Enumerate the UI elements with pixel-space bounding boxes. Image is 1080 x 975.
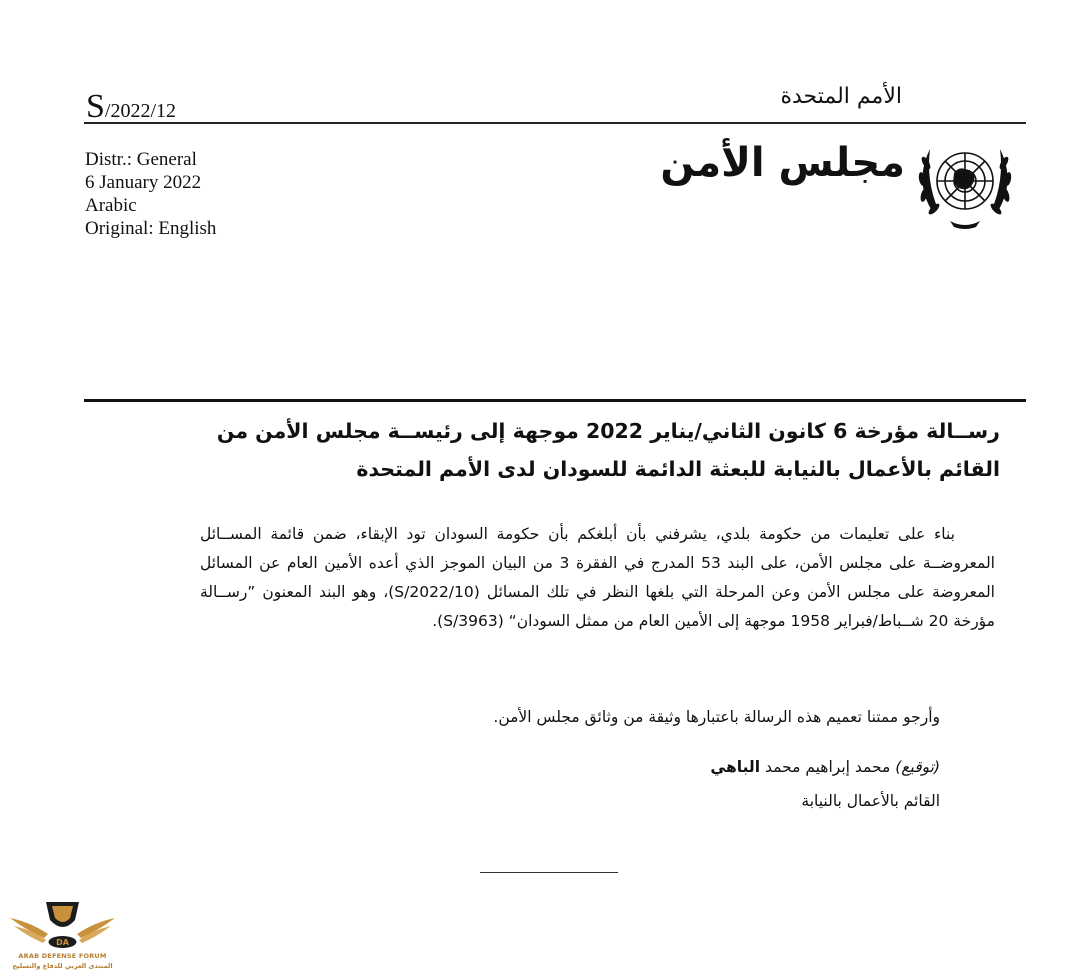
- forum-watermark: [0, 896, 125, 975]
- watermark-name: ARAB DEFENSE FORUM: [18, 952, 107, 960]
- header-divider: [84, 122, 1026, 124]
- signatory-role: القائم بالأعمال بالنيابة: [801, 792, 940, 810]
- organization-name: الأمم المتحدة: [780, 84, 902, 109]
- symbol-prefix: S: [86, 88, 105, 125]
- signature-label: (توقيع): [895, 758, 940, 776]
- date-line: 6 January 2022: [85, 172, 202, 193]
- letter-body: [200, 520, 995, 636]
- signature-line: [710, 758, 940, 776]
- body-paragraph: بناء على تعليمات من حكومة بلدي، يشرفني بأن أبلغكم بأن حكومة السودان تود الإبقاء، ضمن قائمة المســائل المعروضــة على مجلس الأمن، على البند 53 المدرج في الفقرة 3 من البيان الموجز الذي أعده الأمين العام عن المسائل المعروضة على مجلس الأمن وعن المرحلة التي بلغها النظر في تلك المسائل (S/2022/10)، وهو البند المعنون ”رســالة مؤرخة 20 شــباط/فبراير 1958 موجهة إلى الأمين العام من ممثل السودان“ (S/3963).: [200, 525, 995, 630]
- title-divider: [84, 399, 1026, 402]
- letter-title: رســالة مؤرخة 6 كانون الثاني/يناير 2022 موجهة إلى رئيســة مجلس الأمن من القائم بالأعمال بالنيابة للبعثة الدائمة للسودان لدى الأمم المتحدة: [216, 419, 1000, 481]
- un-emblem-icon: [910, 133, 1020, 233]
- council-name: مجلس الأمن: [660, 140, 905, 186]
- original-line: Original: English: [85, 218, 217, 239]
- distribution-block: [85, 148, 216, 240]
- distr-line: Distr.: General: [85, 149, 197, 170]
- watermark-subtitle: المنتدى العربي للدفاع والتسليح: [12, 962, 113, 970]
- signature-name: محمد إبراهيم محمد: [764, 758, 891, 776]
- signature-surname: الباهي: [710, 758, 761, 776]
- symbol-number: /2022/12: [104, 100, 177, 122]
- document-symbol: [86, 88, 176, 126]
- closing-sentence: وأرجو ممتنا تعميم هذه الرسالة باعتبارها وثيقة من وثائق مجلس الأمن.: [493, 708, 940, 726]
- footer-divider: [480, 872, 618, 873]
- language-line: Arabic: [85, 195, 137, 216]
- eagle-logo-icon: [0, 896, 125, 952]
- svg-text:DA: DA: [56, 938, 69, 947]
